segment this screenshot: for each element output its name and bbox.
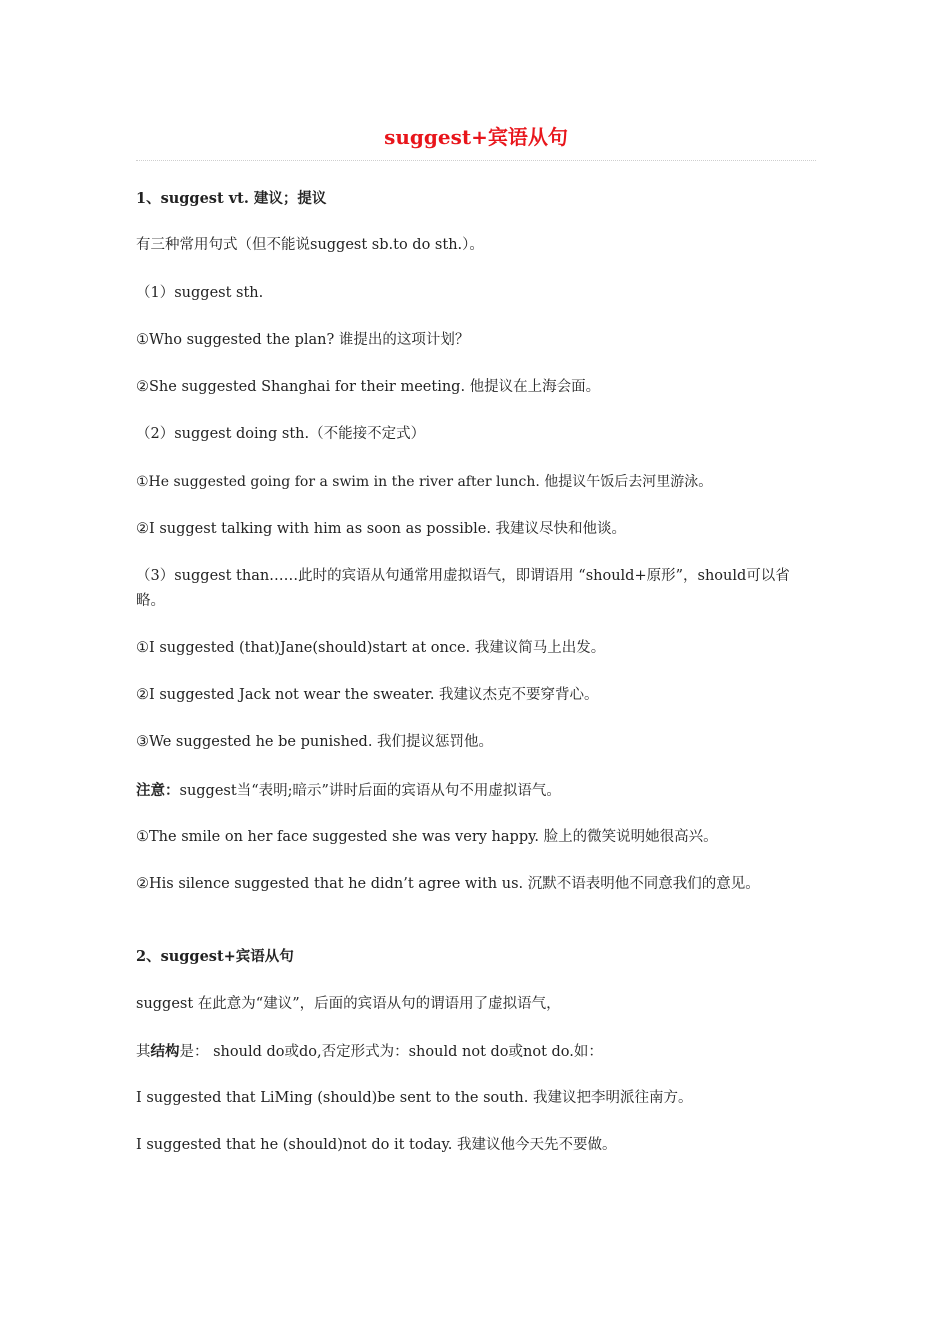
pattern1-example-2: ②She suggested Shanghai for their meeting. 他提议在上海会面。	[136, 379, 601, 395]
pattern1-heading: （1）suggest sth.	[136, 285, 264, 301]
pattern3-example-1: ①I suggested (that)Jane(should)start at once. 我建议简马上出发。	[136, 640, 606, 656]
structure-prefix: 其	[136, 1044, 151, 1060]
document-title: suggest+宾语从句	[384, 125, 568, 149]
note-example-2: ②His silence suggested that he didn’t agree with us. 沉默不语表明他不同意我们的意见。	[136, 876, 760, 892]
section1-intro: 有三种常用句式（但不能说suggest sb.to do sth.）。	[136, 237, 484, 253]
section2-example-2: I suggested that he (should)not do it today. 我建议他今天先不要做。	[136, 1137, 617, 1153]
title-divider	[136, 160, 816, 161]
section1-heading: 1、suggest vt. 建议；提议	[136, 190, 327, 207]
section2-example-1: I suggested that LiMing (should)be sent to the south. 我建议把李明派往南方。	[136, 1090, 693, 1106]
section2-heading: 2、suggest+宾语从句	[136, 948, 294, 965]
structure-text: 是： should do或do,否定形式为：should not do或not do.如：	[179, 1044, 603, 1060]
note-example-1: ①The smile on her face suggested she was very happy. 脸上的微笑说明她很高兴。	[136, 829, 718, 845]
section2-structure	[136, 1039, 816, 1065]
pattern3-example-3: ③We suggested he be punished. 我们提议惩罚他。	[136, 734, 494, 750]
structure-label: 结构	[150, 1043, 180, 1060]
pattern1-example-1: ①Who suggested the plan? 谁提出的这项计划？	[136, 332, 470, 348]
pattern2-heading: （2）suggest doing sth.（不能接不定式）	[136, 426, 426, 442]
note-label: 注意：	[136, 782, 180, 799]
pattern3-example-2: ②I suggested Jack not wear the sweater. 我建议杰克不要穿背心。	[136, 687, 599, 703]
note-text: suggest当“表明;暗示”讲时后面的宾语从句不用虚拟语气。	[179, 783, 561, 799]
section2-description: suggest 在此意为“建议”，后面的宾语从句的谓语用了虚拟语气，	[136, 996, 561, 1012]
pattern2-example-2: ②I suggest talking with him as soon as possible. 我建议尽快和他谈。	[136, 521, 627, 537]
pattern2-example-1: ①He suggested going for a swim in the river after lunch. 他提议午饭后去河里游泳。	[136, 474, 713, 490]
note-paragraph	[136, 778, 816, 804]
pattern3-heading: （3）suggest than……此时的宾语从句通常用虚拟语气，即谓语用 “should+原形”，should可以省略。	[136, 568, 790, 609]
